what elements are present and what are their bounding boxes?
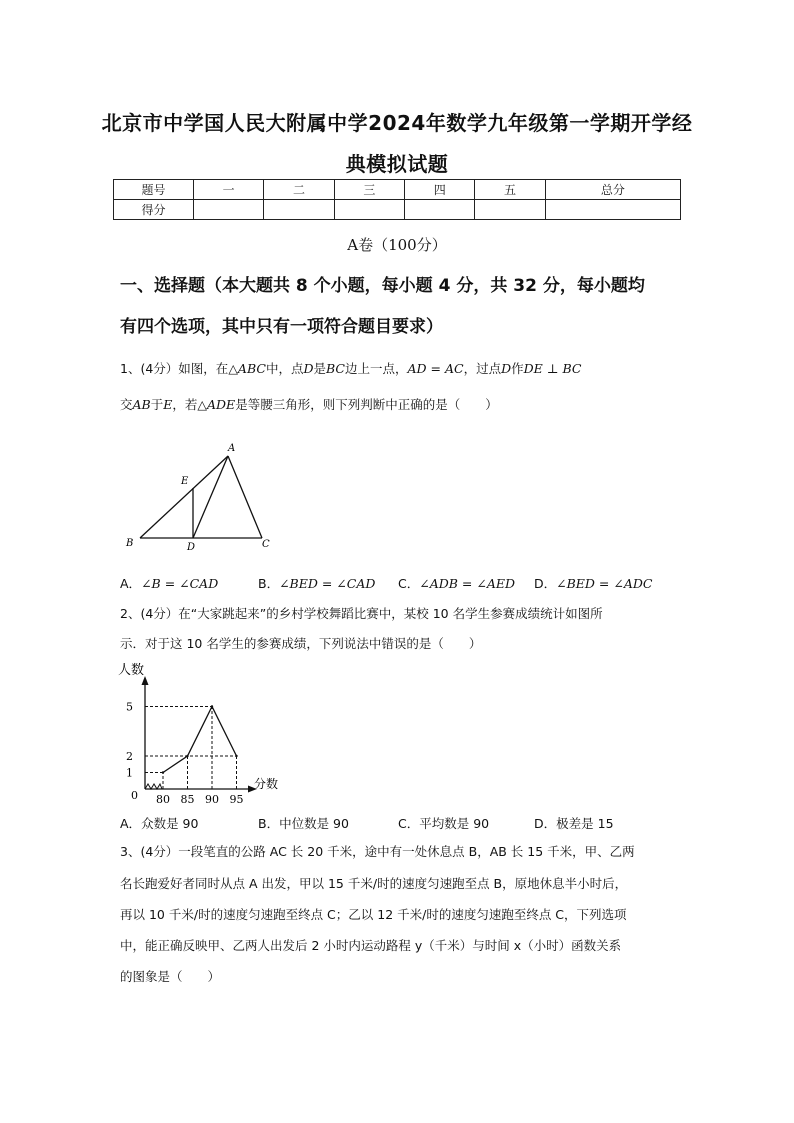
q1-math: △ADE <box>197 397 236 412</box>
data-point <box>186 755 188 757</box>
q1-text: 中，点 <box>265 361 304 376</box>
q1-option-c[interactable] <box>398 574 515 592</box>
q3-line3: 再以 10 千米/时的速度匀速跑至终点 C；乙以 12 千米/时的速度匀速跑至终点 C，下列选项 <box>120 907 627 922</box>
x-tick-label: 85 <box>180 793 195 806</box>
q1-math: D <box>501 361 512 376</box>
q3-line5: 的图象是（ ） <box>120 969 221 984</box>
option-letter: B． <box>258 576 280 591</box>
page-title-line2: 典模拟试题 <box>345 152 449 176</box>
score-cell <box>264 200 334 220</box>
score-table <box>113 179 681 220</box>
q1-text: 如图，在 <box>178 361 229 376</box>
option-letter: D． <box>534 816 557 831</box>
score-cell <box>475 200 545 220</box>
q1-math: AB <box>132 397 151 412</box>
option-letter: A． <box>120 576 142 591</box>
q2-line1: 2、(4分）在“大家跳起来”的乡村学校舞蹈比赛中，某校 10 名学生参赛成绩统计如图所 <box>120 606 603 621</box>
x-tick-label: 95 <box>229 793 244 806</box>
q1-math: △ABC <box>228 361 266 376</box>
volume-label: A卷（100分） <box>347 236 447 254</box>
option-text: 平均数是 90 <box>419 816 490 831</box>
option-letter: B． <box>258 816 280 831</box>
axis-break-mark <box>145 784 162 789</box>
score-cell <box>405 200 475 220</box>
section-heading-line1: 一、选择题（本大题共 8 个小题，每小题 4 分，共 32 分，每小题均 <box>120 276 645 296</box>
option-text: ∠BED = ∠CAD <box>279 576 376 591</box>
q1-math: E <box>163 397 173 412</box>
x-axis-label: 分数 <box>254 777 279 791</box>
q2-line2: 示．对于这 10 名学生的参赛成绩，下列说法中错误的是（ ） <box>120 636 482 651</box>
q1-text: ，若 <box>172 397 198 412</box>
page-title-line1: 北京市中学国人民大附属中学2024年数学九年级第一学期开学经 <box>101 111 693 135</box>
score-cell: 题号 <box>114 180 194 200</box>
q3-line1: 3、(4分）一段笔直的公路 AC 长 20 千米，途中有一处休息点 B，AB 长 15 千米，甲、乙两 <box>120 844 635 859</box>
point-label-e: E <box>181 476 189 487</box>
section-heading-line2: 有四个选项，其中只有一项符合题目要求） <box>120 317 443 337</box>
segment-ba <box>140 456 228 538</box>
score-table-score-row <box>114 200 681 220</box>
score-cell: 二 <box>264 180 334 200</box>
q2-option-a[interactable] <box>120 814 198 832</box>
q1-triangle-figure <box>120 440 280 555</box>
q1-option-d[interactable] <box>534 574 652 592</box>
q3-line2: 名长跑爱好者同时从点 A 出发，甲以 15 千米/时的速度匀速跑至点 B，原地休息半小时后， <box>120 876 628 891</box>
option-letter: C． <box>398 576 420 591</box>
q1-number: 1、(4分） <box>120 361 179 376</box>
data-point <box>211 705 213 707</box>
chart-marks <box>126 701 244 807</box>
guide-lines <box>145 707 237 790</box>
q1-math: AD = AC <box>407 361 464 376</box>
q1-math: D <box>303 361 314 376</box>
origin-label: 0 <box>131 789 138 802</box>
score-cell <box>194 200 264 220</box>
score-table-header-row <box>114 180 681 200</box>
x-tick-label: 80 <box>156 793 170 806</box>
q1-text: 边上一点， <box>344 361 408 376</box>
q1-line1 <box>120 361 680 377</box>
option-text: ∠B = ∠CAD <box>141 576 219 591</box>
score-cell: 总分 <box>545 180 680 200</box>
data-series-line <box>163 707 237 773</box>
q2-option-c[interactable] <box>398 814 489 832</box>
point-label-d: D <box>187 542 196 553</box>
option-text: 众数是 90 <box>141 816 199 831</box>
q2-option-d[interactable] <box>534 814 614 832</box>
score-cell: 得分 <box>114 200 194 220</box>
q1-option-a[interactable] <box>120 574 218 592</box>
q3-line4: 中，能正确反映甲、乙两人出发后 2 小时内运动路程 y（千米）与时间 x（小时）函数关系 <box>120 938 622 953</box>
option-text: ∠BED = ∠ADC <box>556 576 653 591</box>
q1-math: BC <box>326 361 345 376</box>
option-text: 中位数是 90 <box>279 816 349 831</box>
score-cell: 一 <box>194 180 264 200</box>
option-text: 极差是 15 <box>556 816 614 831</box>
y-tick-label: 2 <box>126 750 133 763</box>
point-label-c: C <box>262 539 270 550</box>
score-cell: 三 <box>334 180 404 200</box>
option-text: ∠ADB = ∠AED <box>419 576 516 591</box>
q1-text: 是等腰三角形，则下列判断中正确的是（ ） <box>235 397 498 412</box>
q1-option-b[interactable] <box>258 574 375 592</box>
q1-text: 于 <box>150 397 164 412</box>
q2-option-b[interactable] <box>258 814 349 832</box>
score-cell: 五 <box>475 180 545 200</box>
segment-ac <box>228 456 262 538</box>
score-cell <box>334 200 404 220</box>
q1-text: ，过点 <box>463 361 502 376</box>
point-label-a: A <box>228 443 236 454</box>
score-cell <box>545 200 680 220</box>
q1-text: 是 <box>313 361 326 376</box>
score-cell: 四 <box>405 180 475 200</box>
q2-score-chart <box>118 660 298 808</box>
data-point <box>162 771 164 773</box>
q1-math: DE ⊥ BC <box>523 361 582 376</box>
option-letter: A． <box>120 816 142 831</box>
option-letter: D． <box>534 576 557 591</box>
q1-text: 交 <box>120 397 133 412</box>
q1-line2 <box>120 397 680 413</box>
y-tick-label: 5 <box>126 700 133 714</box>
point-label-b: B <box>126 538 134 549</box>
option-letter: C． <box>398 816 420 831</box>
y-tick-label: 1 <box>126 766 133 780</box>
y-axis-label: 人数 <box>118 663 145 678</box>
segment-ad <box>193 456 228 538</box>
q1-text: 作 <box>511 361 524 376</box>
x-tick-label: 90 <box>205 793 219 806</box>
data-point <box>235 755 237 757</box>
